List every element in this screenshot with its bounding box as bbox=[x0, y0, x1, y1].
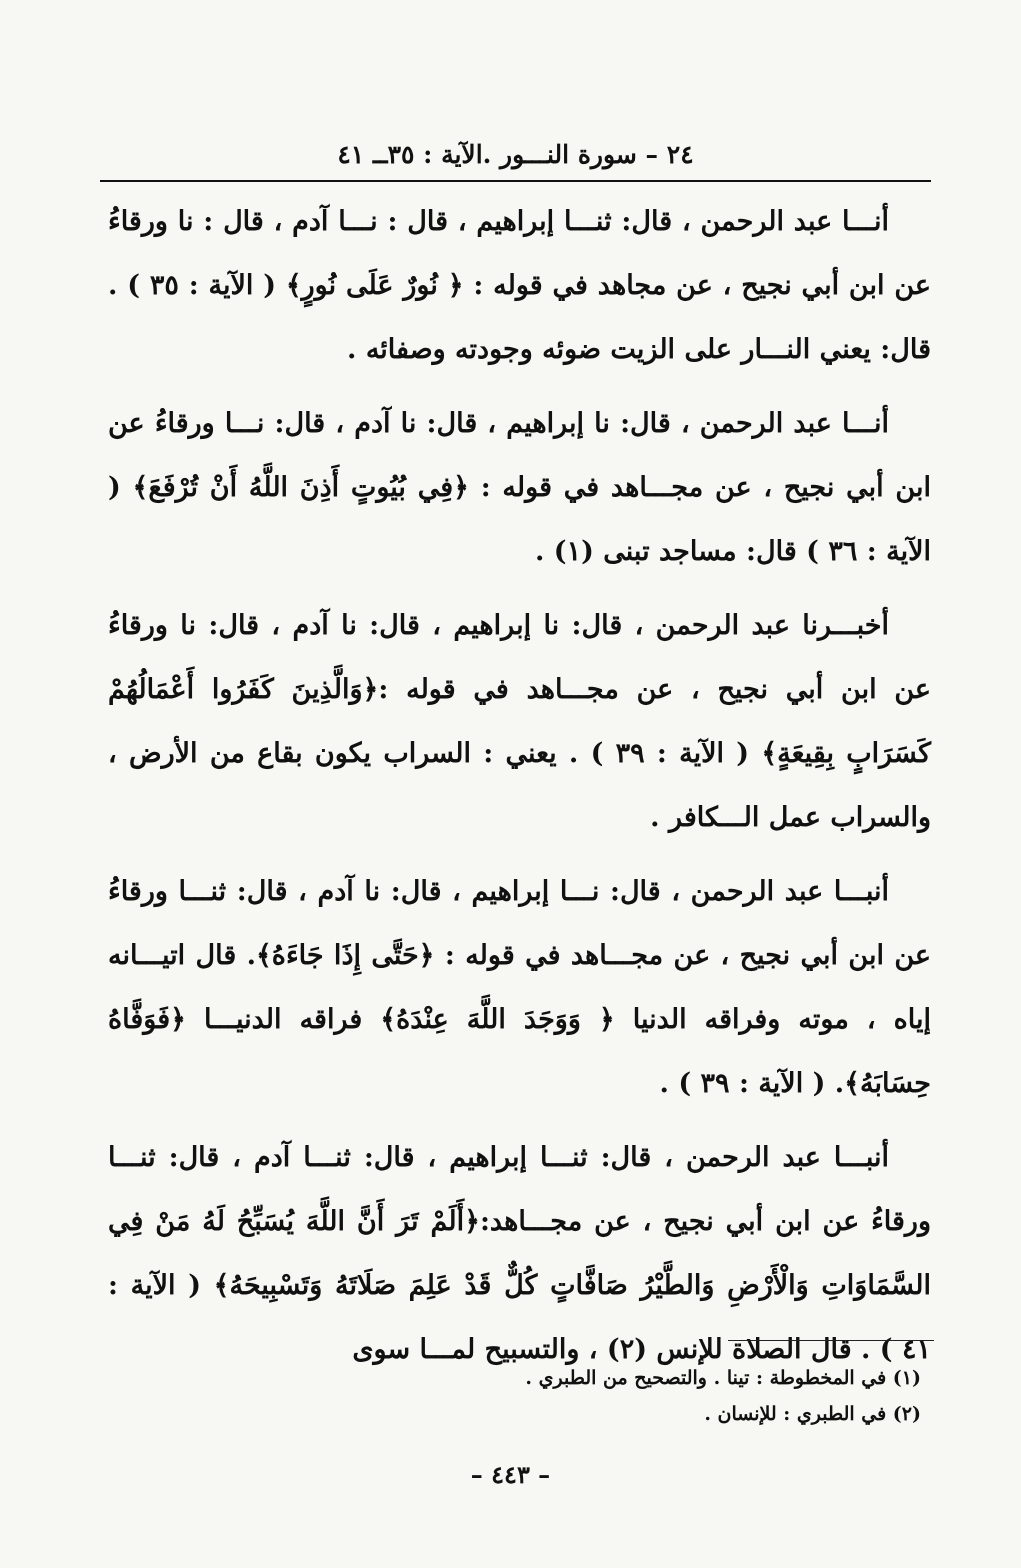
page-number: – ٤٤٣ – bbox=[470, 1460, 551, 1489]
footnotes bbox=[300, 1360, 921, 1432]
paragraph: أنبـــا عبد الرحمن ، قال: ثنـــا إبراهيم ، قال: ثنـــا آدم ، قال: ثنـــا ورقاءُ عن ابن أبي نجيح ، عن مجـــاهد:﴿أَلَمْ تَرَ أَنَّ اللَّهَ يُسَبِّحُ لَهُ مَنْ فِي السَّمَاوَاتِ وَالْأَرْضِ وَالطَّيْرُ صَافَّاتٍ كُلٌّ قَدْ عَلِمَ صَلَاتَهُ وَتَسْبِيحَهُ﴾ ( الآية : ٤١ ) . قال الصلاة للإنس (٢) ، والتسبيح لمـــا سوى bbox=[108, 1142, 931, 1365]
paragraph: أنبـــا عبد الرحمن ، قال: نـــا إبراهيم ، قال: نا آدم ، قال: ثنـــا ورقاءُ عن ابن أبي نجيح ، عن مجـــاهد في قوله : ﴿حَتَّى إِذَا جَاءَهُ﴾. قال اتيـــانه إياه ، موته وفراقه الدنيا ﴿ وَوَجَدَ اللَّهَ عِنْدَهُ﴾ فراقه الدنيـــا ﴿فَوَفَّاهُ حِسَابَهُ﴾. ( الآية : ٣٩ ) . bbox=[108, 876, 931, 1099]
footnote-divider bbox=[728, 1340, 934, 1341]
paragraph: أنـــا عبد الرحمن ، قال: ثنـــا إبراهيم ، قال : نـــا آدم ، قال : نا ورقاءُ عن ابن أبي نجيح ، عن مجاهد في قوله : ﴿ نُورٌ عَلَى نُورٍ﴾ ( الآية : ٣٥ ) . قال: يعني النـــار على الزيت ضوئه وجودته وصفائه . bbox=[108, 206, 931, 365]
running-header: ٢٤ – سورة النـــور .الآية : ٣٥ــ ٤١ bbox=[100, 140, 931, 182]
footnote: (١) في المخطوطة : تينا . والتصحيح من الطبري . bbox=[525, 1367, 921, 1389]
paragraph: أنـــا عبد الرحمن ، قال: نا إبراهيم ، قال: نا آدم ، قال: نـــا ورقاءُ عن ابن أبي نجيح ، عن مجـــاهد في قوله : ﴿فِي بُيُوتٍ أَذِنَ اللَّهُ أَنْ تُرْفَعَ﴾ ( الآية : ٣٦ ) قال: مساجد تبنى (١) . bbox=[108, 408, 931, 567]
footnote: (٢) في الطبري : للإنسان . bbox=[704, 1403, 921, 1425]
main-text bbox=[108, 190, 931, 1392]
paragraph: أخبـــرنا عبد الرحمن ، قال: نا إبراهيم ، قال: نا آدم ، قال: نا ورقاءُ عن ابن أبي نجيح ، عن مجـــاهد في قوله :﴿وَالَّذِينَ كَفَرُوا أَعْمَالُهُمْ كَسَرَابٍ بِقِيعَةٍ﴾ ( الآية : ٣٩ ) . يعني : السراب يكون بقاع من الأرض ، والسراب عمل الـــكافر . bbox=[108, 610, 932, 833]
